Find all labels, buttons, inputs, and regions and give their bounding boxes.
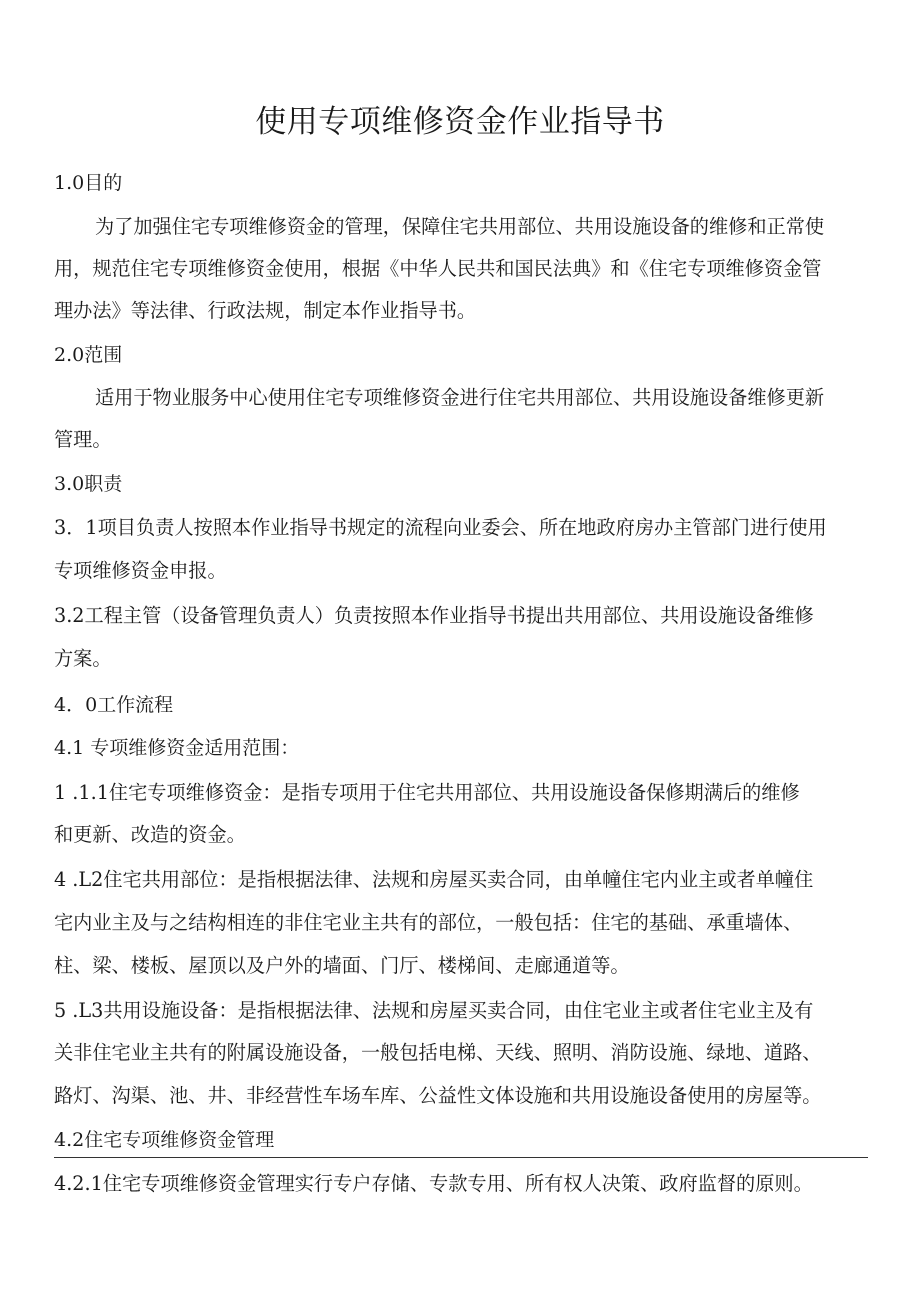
paragraph-line: 为了加强住宅专项维修资金的管理，保障住宅共用部位、共用设施设备的维修和正常使 bbox=[95, 215, 825, 238]
paragraph-line: 专项维修资金申报。 bbox=[54, 559, 227, 582]
paragraph-line: 和更新、改造的资金。 bbox=[54, 823, 246, 846]
section-heading-purpose: 1.0目的 bbox=[54, 172, 123, 194]
paragraph-line: 管理。 bbox=[54, 428, 112, 451]
paragraph-line: 用，规范住宅专项维修资金使用，根据《中华人民共和国民法典》和《住宅专项维修资金管 bbox=[54, 257, 822, 280]
paragraph-line: 4.2.1住宅专项维修资金管理实行专户存储、专款专用、所有权人决策、政府监督的原则。 bbox=[54, 1172, 813, 1195]
paragraph-line: 4 .L2住宅共用部位：是指根据法律、法规和房屋买卖合同，由单幢住宅内业主或者单幢住 bbox=[54, 868, 814, 891]
section-heading-scope: 2.0范围 bbox=[54, 344, 123, 366]
paragraph-line: 5 .L3共用设施设备：是指根据法律、法规和房屋买卖合同，由住宅业主或者住宅业主及有 bbox=[54, 999, 814, 1022]
paragraph-line: 适用于物业服务中心使用住宅专项维修资金进行住宅共用部位、共用设施设备维修更新 bbox=[95, 386, 825, 409]
paragraph-line: 路灯、沟渠、池、井、非经营性车场车库、公益性文体设施和共用设施设备使用的房屋等。 bbox=[54, 1084, 822, 1107]
horizontal-rule bbox=[54, 1157, 868, 1158]
paragraph-line: 1 .1.1住宅专项维修资金：是指专项用于住宅共用部位、共用设施设备保修期满后的维修 bbox=[54, 781, 800, 804]
subsection-heading-scope-of-use: 4.1 专项维修资金适用范围： bbox=[54, 737, 300, 759]
document-title: 使用专项维修资金作业指导书 bbox=[255, 104, 665, 140]
paragraph-line: 宅内业主及与之结构相连的非住宅业主共有的部位，一般包括：住宅的基础、承重墙体、 bbox=[54, 911, 803, 934]
paragraph-line: 柱、梁、楼板、屋顶以及户外的墙面、门厅、楼梯间、走廊通道等。 bbox=[54, 954, 630, 977]
subsection-heading-fund-management: 4.2住宅专项维修资金管理 bbox=[54, 1129, 275, 1151]
paragraph-line: 关非住宅业主共有的附属设施设备，一般包括电梯、天线、照明、消防设施、绿地、道路、 bbox=[54, 1041, 822, 1064]
section-heading-duties: 3.0职责 bbox=[54, 473, 123, 495]
paragraph-line: 3.2工程主管（设备管理负责人）负责按照本作业指导书提出共用部位、共用设施设备维修 bbox=[54, 604, 814, 627]
section-heading-workflow: 4．0工作流程 bbox=[54, 694, 174, 716]
paragraph-line: 3．1项目负责人按照本作业指导书规定的流程向业委会、所在地政府房办主管部门进行使用 bbox=[54, 516, 827, 539]
paragraph-line: 理办法》等法律、行政法规，制定本作业指导书。 bbox=[54, 299, 477, 322]
paragraph-line: 方案。 bbox=[54, 647, 112, 670]
